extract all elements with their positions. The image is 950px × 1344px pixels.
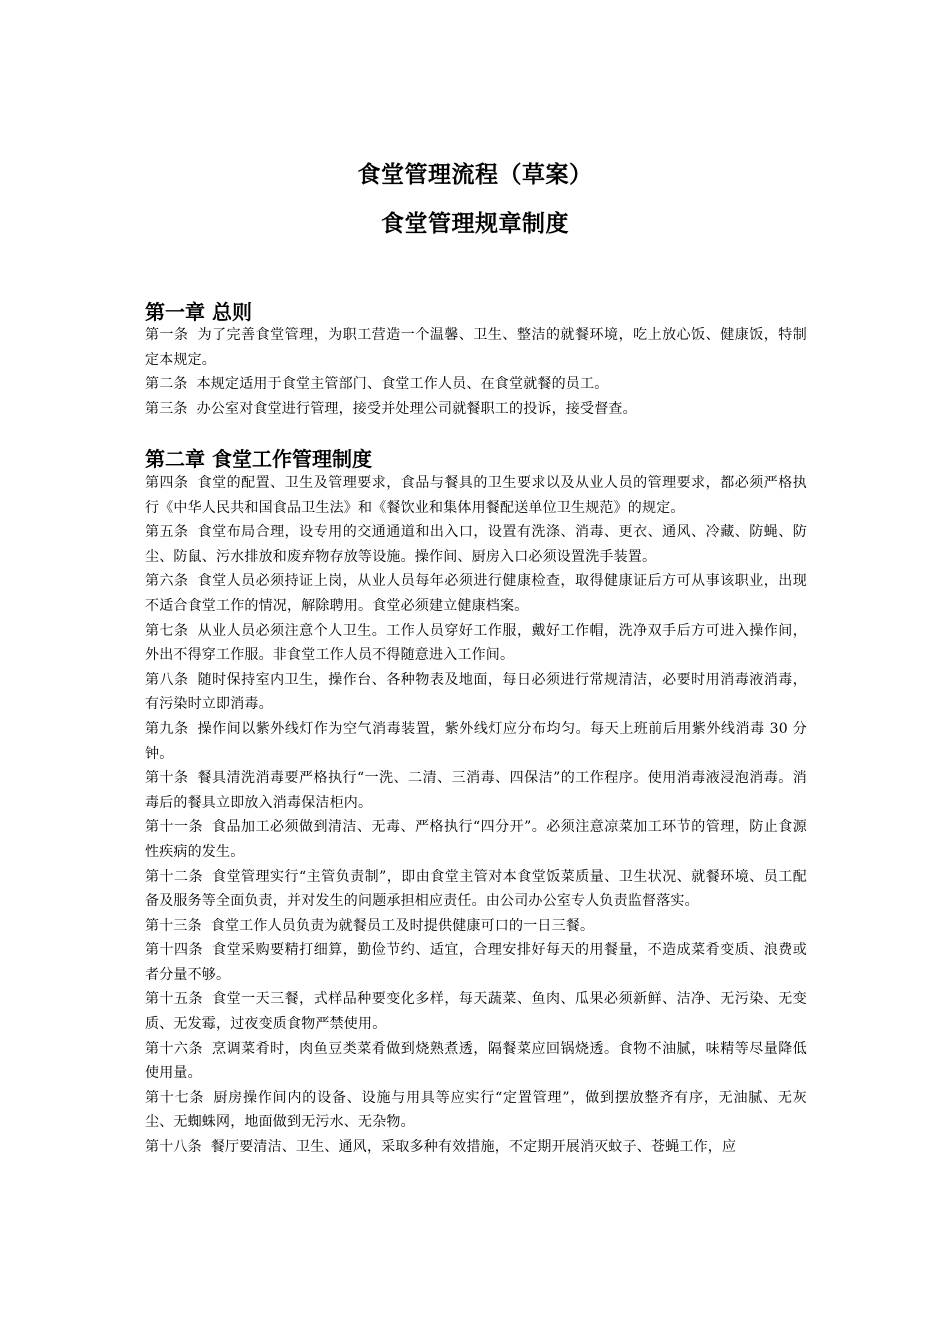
article bbox=[145, 914, 807, 939]
article bbox=[145, 471, 807, 520]
article-number: 第十一条 bbox=[145, 819, 203, 836]
article-number: 第六条 bbox=[145, 573, 189, 590]
article-text: 操作间以紫外线灯作为空气消毒装置，紫外线灯应分布均匀。每天上班前后用紫外线消毒 30 分钟。 bbox=[145, 720, 807, 762]
article bbox=[145, 372, 807, 397]
article-number: 第十三条 bbox=[145, 917, 202, 934]
article-text: 食堂人员必须持证上岗，从业人员每年必须进行健康检查，取得健康证后方可从事该职业，出现不适合食堂工作的情况，解除聘用。食堂必须建立健康档案。 bbox=[145, 573, 807, 614]
article-number: 第十条 bbox=[145, 770, 189, 787]
article-text: 食堂工作人员负责为就餐员工及时提供健康可口的一日三餐。 bbox=[210, 917, 595, 934]
chapter-articles bbox=[145, 471, 807, 1160]
article-text: 烹调菜肴时，肉鱼豆类菜肴做到烧熟煮透，隔餐菜应回锅烧透。食物不油腻，味精等尽量降低使用量。 bbox=[145, 1040, 807, 1082]
article bbox=[145, 323, 807, 372]
article-number: 第三条 bbox=[145, 400, 188, 417]
article bbox=[145, 397, 807, 422]
chapter-articles bbox=[145, 323, 807, 421]
article bbox=[145, 717, 807, 766]
article-number: 第十八条 bbox=[145, 1139, 202, 1156]
article-text: 厨房操作间内的设备、设施与用具等应实行“定置管理”，做到摆放整齐有序，无油腻、无灰尘、无蜘蛛网，地面做到无污水、无杂物。 bbox=[145, 1089, 807, 1131]
article-text: 食堂管理实行“主管负责制”，即由食堂主管对本食堂饭菜质量、卫生状况、就餐环境、员工配备及服务等全面负责，并对发生的问题承担相应责任。由公司办公室专人负责监督落实。 bbox=[145, 868, 807, 910]
article bbox=[145, 1037, 807, 1086]
article-text: 餐厅要清洁、卫生、通风，采取多种有效措施，不定期开展消灭蚊子、苍蝇工作，应 bbox=[210, 1139, 737, 1156]
document-title: 食堂管理流程（草案） bbox=[357, 162, 593, 188]
article-number: 第七条 bbox=[145, 622, 189, 639]
chapter-heading: 第一章 总则 bbox=[145, 300, 252, 324]
article-text: 从业人员必须注意个人卫生。工作人员穿好工作服，戴好工作帽，洗净双手后方可进入操作间，外出不得穿工作服。非食堂工作人员不得随意进入工作间。 bbox=[145, 622, 807, 664]
article-number: 第十五条 bbox=[145, 991, 204, 1008]
chapter-heading: 第二章 食堂工作管理制度 bbox=[145, 447, 372, 471]
article bbox=[145, 766, 807, 815]
article bbox=[145, 668, 807, 717]
article-text: 食堂的配置、卫生及管理要求，食品与餐具的卫生要求以及从业人员的管理要求，都必须严格执行《中华人民共和国食品卫生法》和《餐饮业和集体用餐配送单位卫生规范》的规定。 bbox=[145, 475, 807, 516]
article bbox=[145, 1135, 807, 1160]
article bbox=[145, 619, 807, 668]
document-subtitle: 食堂管理规章制度 bbox=[381, 211, 569, 237]
article-number: 第十七条 bbox=[145, 1089, 205, 1106]
article bbox=[145, 569, 807, 618]
article-text: 食品加工必须做到清洁、无毒、严格执行“四分开”。必须注意凉菜加工环节的管理，防止食源性疾病的发生。 bbox=[145, 819, 807, 860]
article-number: 第十六条 bbox=[145, 1040, 204, 1057]
article-text: 餐具清洗消毒要严格执行“一洗、二清、三消毒、四保洁”的工作程序。使用消毒液浸泡消毒。消毒后的餐具立即放入消毒保洁柜内。 bbox=[145, 770, 807, 811]
article-number: 第一条 bbox=[145, 327, 189, 343]
article bbox=[145, 520, 807, 569]
article-text: 为了完善食堂管理，为职工营造一个温馨、卫生、整洁的就餐环境，吃上放心饭、健康饭，特制定本规定。 bbox=[145, 327, 807, 368]
article bbox=[145, 1086, 807, 1135]
article-number: 第二条 bbox=[145, 376, 188, 393]
article-number: 第四条 bbox=[145, 475, 189, 491]
article-number: 第五条 bbox=[145, 524, 189, 541]
article-number: 第八条 bbox=[145, 671, 189, 688]
article-text: 办公室对食堂进行管理，接受并处理公司就餐职工的投诉，接受督查。 bbox=[196, 400, 637, 417]
article-text: 食堂一天三餐，式样品种要变化多样，每天蔬菜、鱼肉、瓜果必须新鲜、洁净、无污染、无变质、无发霉，过夜变质食物严禁使用。 bbox=[145, 991, 807, 1033]
article bbox=[145, 815, 807, 864]
article-number: 第十二条 bbox=[145, 868, 203, 885]
article-text: 随时保持室内卫生，操作台、各种物表及地面，每日必须进行常规清洁，必要时用消毒液消毒，有污染时立即消毒。 bbox=[145, 671, 807, 713]
article bbox=[145, 865, 807, 914]
article-text: 本规定适用于食堂主管部门、食堂工作人员、在食堂就餐的员工。 bbox=[196, 376, 609, 393]
article-number: 第九条 bbox=[145, 720, 189, 737]
article-text: 食堂采购要精打细算，勤俭节约、适宜，合理安排好每天的用餐量，不造成菜肴变质、浪费或者分量不够。 bbox=[145, 942, 807, 983]
article-number: 第十四条 bbox=[145, 942, 204, 959]
article-text: 食堂布局合理，设专用的交通通道和出入口，设置有洗涤、消毒、更衣、通风、冷藏、防蝇、防尘、防鼠、污水排放和废弃物存放等设施。操作间、厨房入口必须设置洗手装置。 bbox=[145, 524, 807, 565]
article bbox=[145, 938, 807, 987]
article bbox=[145, 987, 807, 1036]
